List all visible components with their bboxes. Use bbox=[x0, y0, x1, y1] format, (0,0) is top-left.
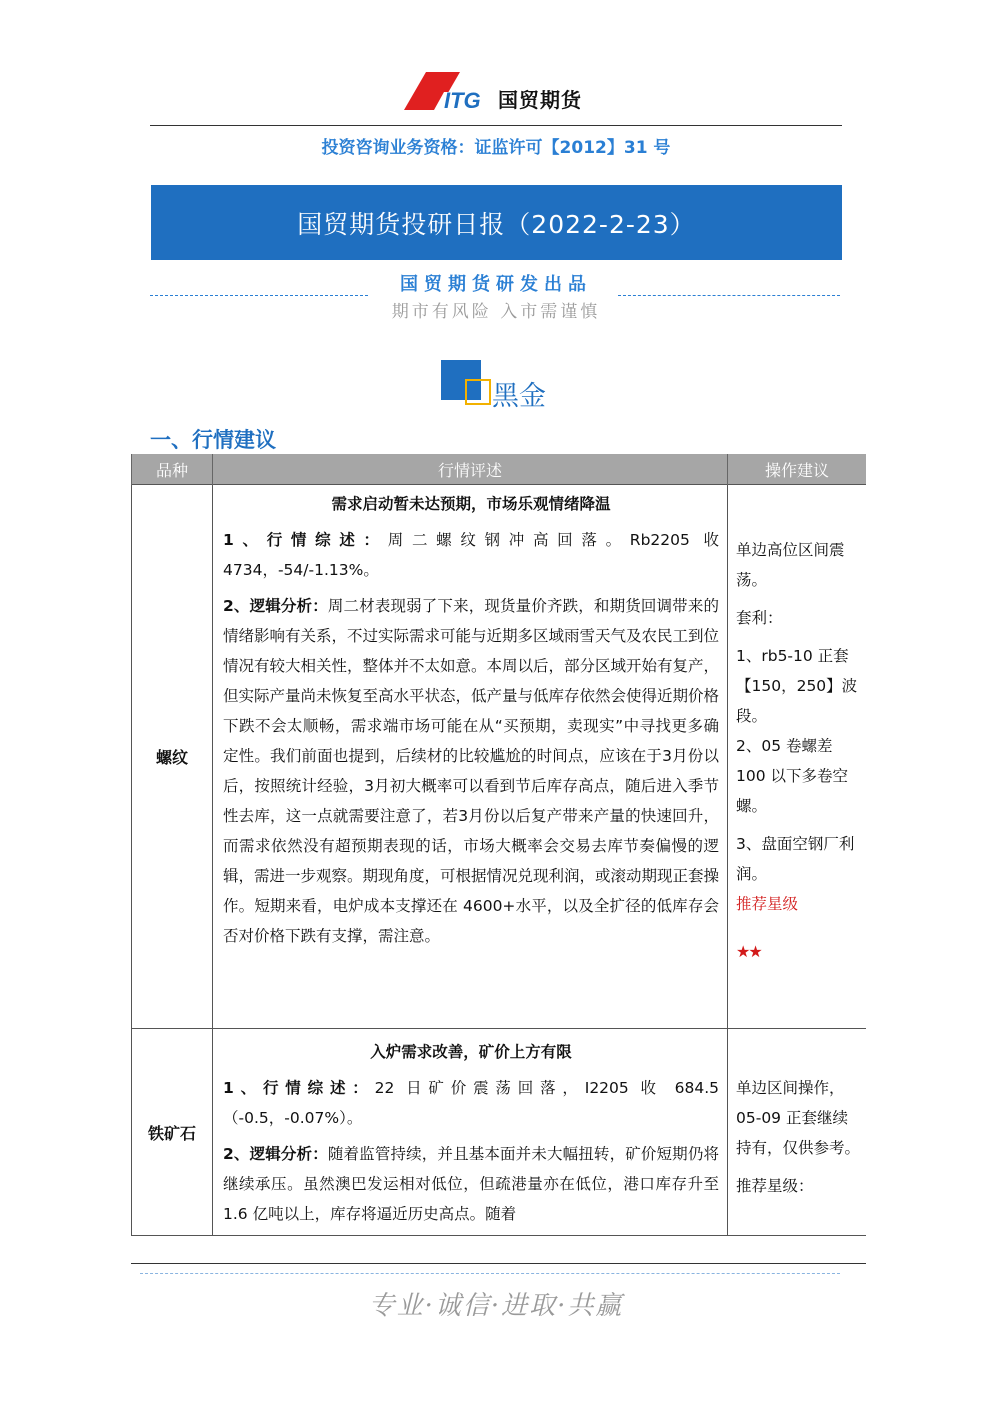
logo-itg-text: ITG bbox=[444, 88, 481, 112]
rating-label: 推荐星级 bbox=[736, 895, 799, 913]
rating-label: 推荐星级： bbox=[736, 1177, 814, 1195]
advice-line: 套利： bbox=[736, 609, 783, 627]
analysis-paragraph bbox=[223, 591, 719, 951]
table-header-row bbox=[132, 454, 867, 485]
itg-logo bbox=[404, 72, 594, 112]
brand-name: 国贸期货 bbox=[498, 88, 582, 112]
advice-line: 1、rb5-10 正套【150，250】波段。 bbox=[736, 647, 858, 725]
overview-label: 1、行情综述： bbox=[223, 531, 388, 549]
section-marker-frame bbox=[465, 379, 491, 405]
advice-line: 2、05 卷螺差 100 以下多卷空螺。 bbox=[736, 737, 849, 815]
table-row bbox=[132, 1029, 867, 1236]
variety-cell: 铁矿石 bbox=[132, 1029, 213, 1236]
overview-paragraph bbox=[223, 1073, 719, 1133]
report-title-banner bbox=[151, 185, 842, 260]
advice-line: 单边区间操作，05-09 正套继续持有，仅供参考。 bbox=[736, 1079, 861, 1157]
row-headline: 需求启动暂未达预期，市场乐观情绪降温 bbox=[331, 495, 611, 513]
table-row bbox=[132, 485, 867, 1029]
advice-line: 单边高位区间震荡。 bbox=[736, 541, 845, 589]
advice-line: 3、盘面空钢厂利润。 bbox=[736, 835, 855, 883]
analysis-label: 2、逻辑分析： bbox=[223, 1145, 328, 1163]
row-headline: 入炉需求改善，矿价上方有限 bbox=[370, 1043, 572, 1061]
header-rule bbox=[150, 125, 842, 126]
risk-notice: 期市有风险 入市需谨慎 bbox=[391, 302, 601, 322]
license-text: 投资咨询业务资格：证监许可【2012】31 号 bbox=[321, 138, 671, 158]
overview-label: 1、行情综述： bbox=[223, 1079, 375, 1097]
itg-logo-mark bbox=[404, 72, 496, 112]
header-variety: 品种 bbox=[132, 454, 213, 485]
subsection-title: 一、行情建议 bbox=[150, 428, 276, 452]
header-advice: 操作建议 bbox=[728, 454, 867, 485]
analysis-text: 随着监管持续，并且基本面并未大幅扭转，矿价短期仍将继续承压。虽然澳巴发运相对低位，但疏港量亦在低位，港口库存升至 1.6 亿吨以上，库存将逼近历史高点。随着 bbox=[223, 1145, 719, 1223]
analysis-label: 2、逻辑分析： bbox=[223, 597, 328, 615]
footer-rule bbox=[131, 1263, 866, 1264]
header-review: 行情评述 bbox=[213, 454, 728, 485]
advice-cell bbox=[728, 1029, 867, 1236]
section-title: 黑金 bbox=[492, 381, 546, 412]
footer-dashed-divider bbox=[140, 1273, 840, 1274]
report-title: 国贸期货投研日报（2022-2-23） bbox=[297, 209, 696, 239]
producer-label: 国贸期货研发出品 bbox=[400, 274, 592, 295]
variety-cell: 螺纹 bbox=[132, 485, 213, 1029]
footer-motto: 专业·诚信·进取·共赢 bbox=[368, 1291, 624, 1321]
review-cell bbox=[213, 485, 728, 1029]
overview-paragraph bbox=[223, 525, 719, 585]
review-cell bbox=[213, 1029, 728, 1236]
rating-stars: ★★ bbox=[736, 942, 761, 961]
overview-text: 22 日矿价震荡回落，I2205 收 684.5（-0.5，-0.07%）。 bbox=[223, 1079, 719, 1127]
advice-cell bbox=[728, 485, 867, 1029]
overview-text: 周二螺纹钢冲高回落。Rb2205 收 4734，-54/-1.13%。 bbox=[223, 531, 719, 579]
analysis-text: 周二材表现弱了下来，现货量价齐跌，和期货回调带来的情绪影响有关系，不过实际需求可能与近期多区域雨雪天气及农民工到位情况有较大相关性，整体并不太如意。本周以后，部分区域开始有复产，但实际产量尚未恢复至高水平状态，低产量与低库存依然会使得近期价格下跌不会太顺畅，需求端市场可能在从“买预期，卖现实”中寻找更多确定性。我们前面也提到，后续材的比较尴尬的时间点，应该在于3月份以后，按照统计经验，3月初大概率可以看到节后库存高点，随后进入季节性去库，这一点就需要注意了，若3月份以后复产带来产量的快速回升，而需求依然没有超预期表现的话，市场大概率会交易去库节奏偏慢的逻辑，需进一步观察。期现角度，可根据情况兑现利润，或滚动期现正套操作。短期来看，电炉成本支撑还在 4600+水平，以及全扩径的低库存会否对价格下跌有支撑，需注意。 bbox=[223, 597, 720, 945]
analysis-paragraph bbox=[223, 1139, 719, 1229]
market-advice-table bbox=[131, 454, 866, 1264]
